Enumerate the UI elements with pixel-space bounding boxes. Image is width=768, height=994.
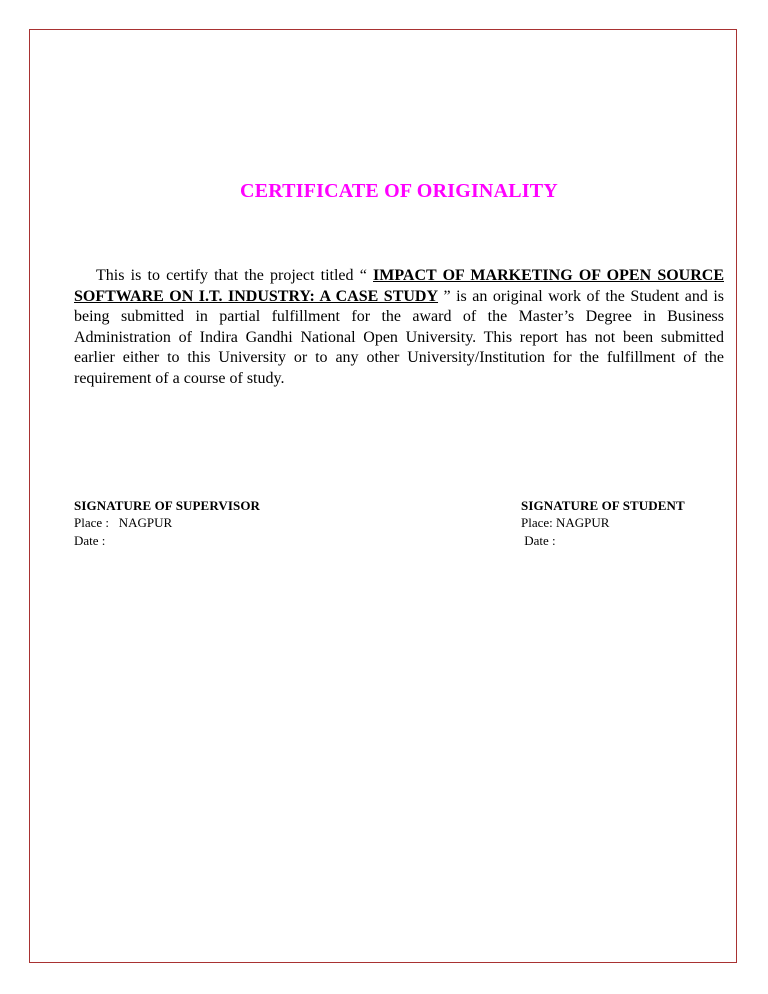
student-signature-heading: SIGNATURE OF STUDENT (521, 498, 685, 513)
supervisor-signature-heading: SIGNATURE OF SUPERVISOR (74, 498, 261, 513)
certificate-body (74, 266, 724, 389)
body-prefix: This is to certify that the project titled “ (96, 267, 374, 284)
student-date: Date : (521, 533, 556, 548)
supervisor-place: Place : NAGPUR (74, 515, 173, 530)
supervisor-signature-block (74, 498, 260, 550)
student-signature-block (521, 498, 685, 550)
supervisor-date: Date : (74, 533, 106, 548)
body-suffix: ” is an original work of the Student and is being submitted in partial fulfillment for the award of the Master’s Degree in Business Administration of Indira Gandhi National Open University. This report has not been submitted earlier either to this University or to any other University/Institution for the fulfillment of the requirement of a course of study. (74, 287, 725, 387)
project-title: IMPACT OF MARKETING OF OPEN SOURCE SOFTWARE ON I.T. INDUSTRY: A CASE STUDY (74, 267, 724, 305)
page-border (29, 29, 737, 963)
certificate-title: CERTIFICATE OF ORIGINALITY (240, 180, 558, 202)
student-place: Place: NAGPUR (521, 515, 610, 530)
